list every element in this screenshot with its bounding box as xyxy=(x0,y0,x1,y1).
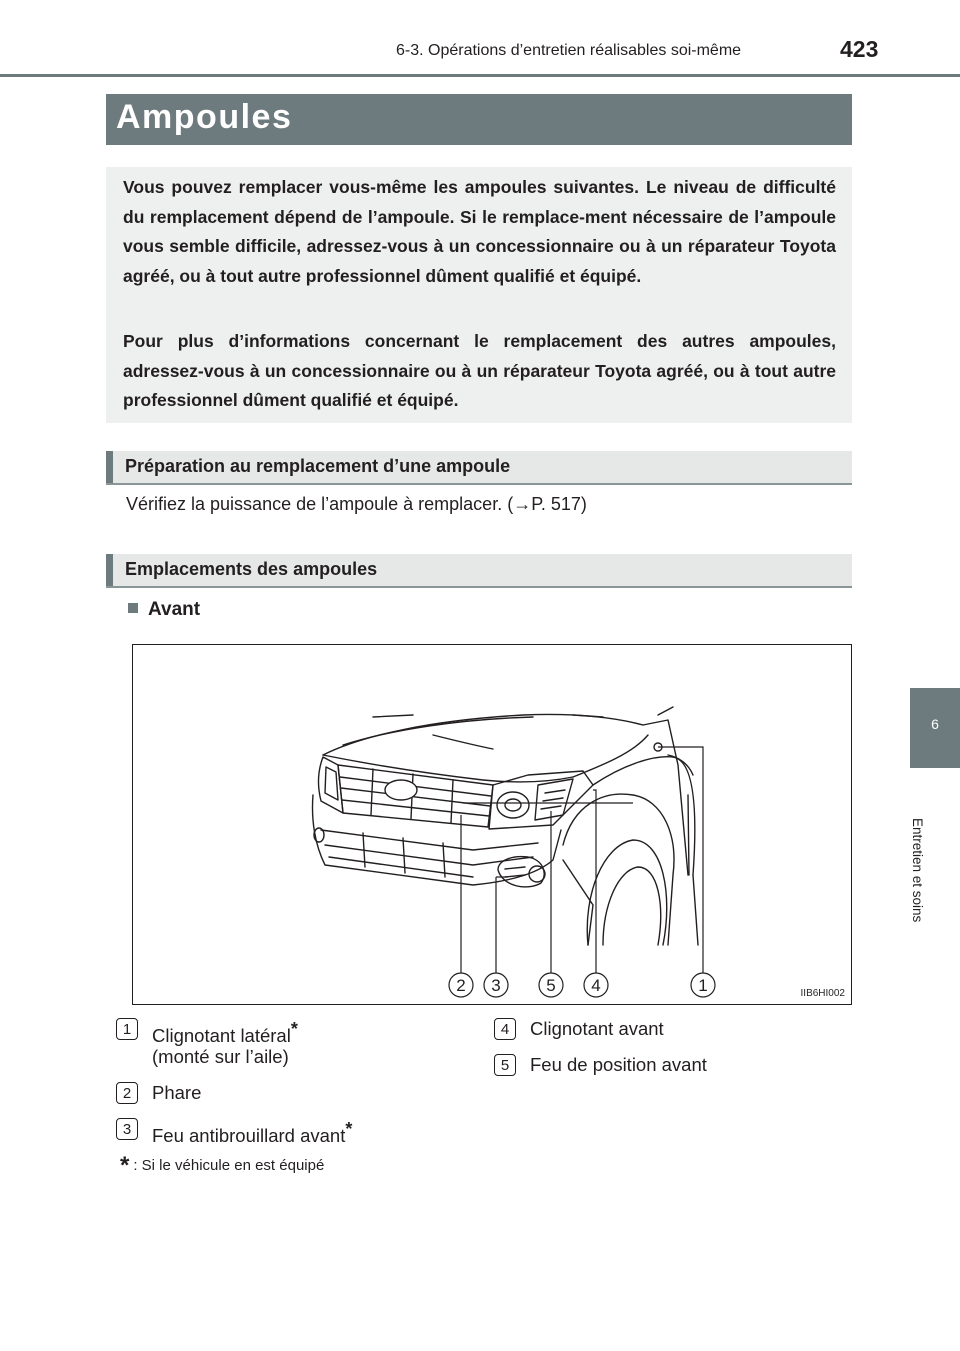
section-marker xyxy=(106,451,113,483)
section-heading-locations xyxy=(106,554,852,588)
square-bullet-icon xyxy=(128,603,138,613)
legend-number: 3 xyxy=(116,1118,138,1140)
callout-label: 3 xyxy=(491,976,501,995)
legend-item-4: Clignotant avant xyxy=(530,1018,664,1039)
subheading-label: Avant xyxy=(148,599,201,620)
legend-item-1: Clignotant latéral* xyxy=(152,1019,298,1046)
asterisk-mark: * xyxy=(345,1119,353,1139)
legend-number: 4 xyxy=(494,1018,516,1040)
section-heading-label: Emplacements des ampoules xyxy=(125,559,378,579)
asterisk-mark: * xyxy=(290,1019,298,1039)
callout-label: 2 xyxy=(456,976,466,995)
intro-box xyxy=(106,167,852,423)
intro-paragraph-2: Pour plus d’informations concernant le remplacement des autres ampoules, adressez-vous à un concessionnaire ou à un réparateur Toyota agréé, ou à tout autre professionnel dûment qualifié et équipé. xyxy=(123,331,836,410)
subheading-avant xyxy=(128,599,200,621)
chapter-tab xyxy=(910,688,960,768)
intro-paragraph-1: Vous pouvez remplacer vous-même les ampoules suivantes. Le niveau de difficulté du remplacement dépend de l’ampoule. Si le remplace-ment nécessaire de l’ampoule vous semble difficile, adressez-vous à un concessionnaire ou à un réparateur Toyota agréé, ou à tout autre professionnel dûment qualifié et équipé. xyxy=(123,177,836,286)
callout-label: 1 xyxy=(698,976,708,995)
chapter-label-container xyxy=(902,818,932,938)
legend-item-3: Feu antibrouillard avant* xyxy=(152,1119,353,1146)
header-rule xyxy=(0,74,960,77)
callout-label: 4 xyxy=(591,976,601,995)
legend-number: 1 xyxy=(116,1018,138,1040)
footnote: * : Si le véhicule en est équipé xyxy=(120,1152,325,1179)
legend-item-2: Phare xyxy=(152,1082,202,1103)
figure-code: IIB6HI002 xyxy=(800,988,845,999)
callout-label: 5 xyxy=(546,976,556,995)
page-title: Ampoules xyxy=(116,98,293,136)
running-header: 6-3. Opérations d’entretien réalisables soi-même xyxy=(396,42,742,59)
legend-item-1-line2: (monté sur l’aile) xyxy=(152,1046,289,1067)
legend-number: 2 xyxy=(116,1082,138,1104)
page-number: 423 xyxy=(840,36,879,62)
vehicle-front-illustration xyxy=(133,645,851,1004)
legend-item-5: Feu de position avant xyxy=(530,1054,707,1075)
section-heading-label: Préparation au remplacement d’une ampoule xyxy=(125,456,511,476)
asterisk-mark: * xyxy=(120,1152,130,1179)
section-marker xyxy=(106,554,113,586)
page-title-bar xyxy=(106,94,852,145)
legend-number: 5 xyxy=(494,1054,516,1076)
preparation-text: Vérifiez la puissance de l’ampoule à remplacer. (→P. 517) xyxy=(126,494,587,514)
chapter-label: Entretien et soins xyxy=(910,818,925,923)
vehicle-front-figure xyxy=(132,644,852,1005)
section-heading-preparation xyxy=(106,451,852,485)
chapter-number: 6 xyxy=(931,716,939,732)
